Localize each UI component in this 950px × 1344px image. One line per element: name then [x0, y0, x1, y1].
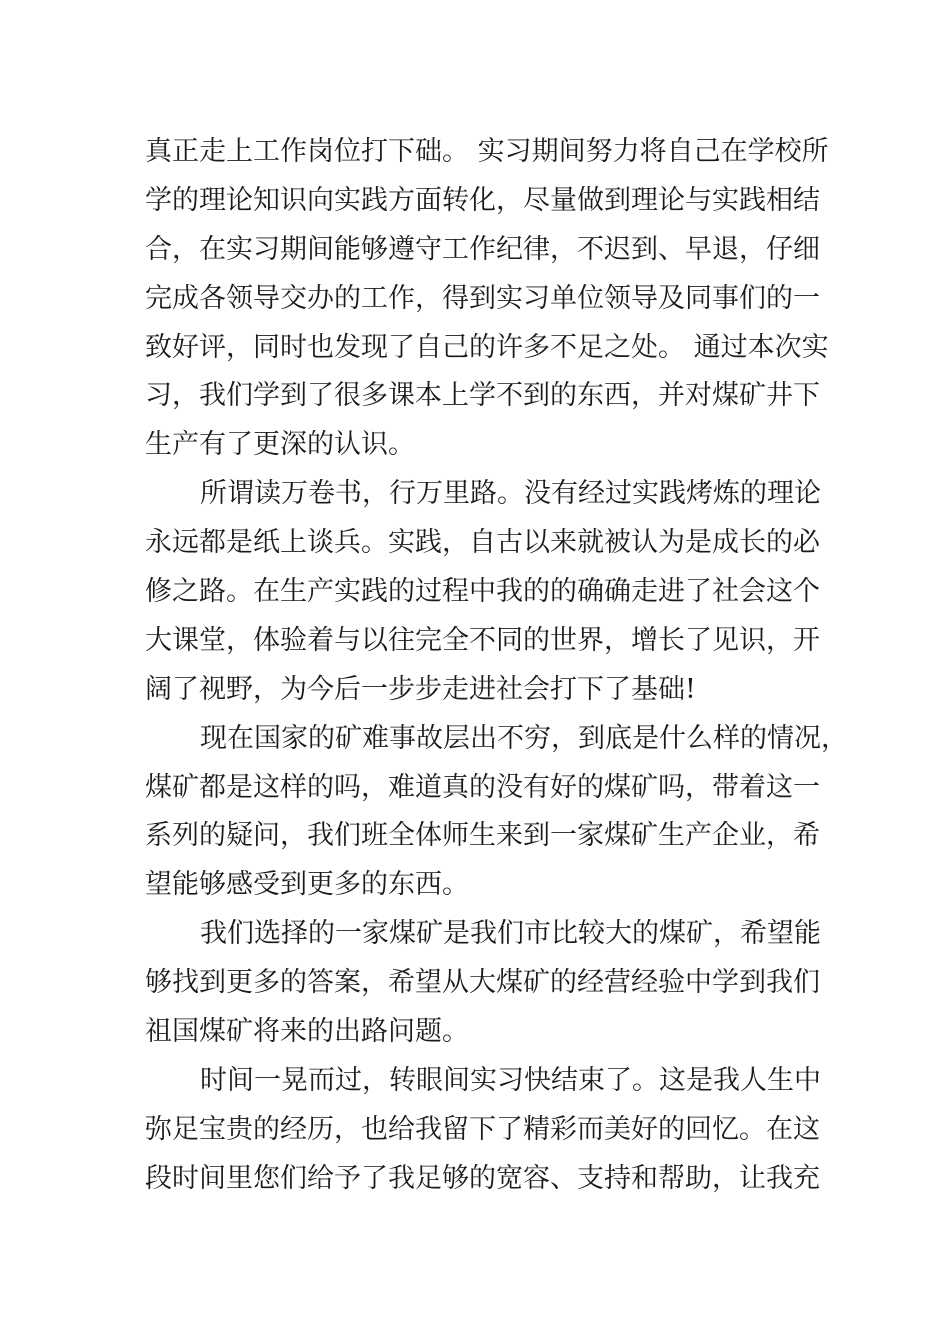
- paragraph: [145, 470, 835, 714]
- text-line: 所谓读万卷书，行万里路。没有经过实践烤炼的理论: [200, 478, 821, 510]
- paragraph: [145, 910, 835, 1057]
- text-line: 时间一晃而过，转眼间实习快结束了。这是我人生中: [200, 1064, 821, 1096]
- text-line: 祖国煤矿将来的出路问题。: [145, 1016, 469, 1048]
- text-line: 煤矿都是这样的吗，难道真的没有好的煤矿吗，带着这一: [145, 771, 820, 803]
- text-line: 习，我们学到了很多课本上学不到的东西，并对煤矿井下: [145, 380, 820, 412]
- text-line: 合，在实习期间能够遵守工作纪律，不迟到、早退，仔细: [145, 233, 820, 265]
- text-line: 大课堂，体验着与以往完全不同的世界，增长了见识，开: [145, 624, 820, 656]
- text-line: 我们选择的一家煤矿是我们市比较大的煤矿，希望能: [200, 918, 821, 950]
- text-line: 弥足宝贵的经历，也给我留下了精彩而美好的回忆。在这: [145, 1113, 820, 1145]
- text-line: 阔了视野，为今后一步步走进社会打下了基础!: [145, 673, 696, 705]
- paragraph: [145, 715, 848, 911]
- text-line: 真正走上工作岗位打下础。 实习期间努力将自己在学校所: [145, 136, 829, 167]
- text-line: 系列的疑问，我们班全体师生来到一家煤矿生产企业，希: [145, 820, 820, 852]
- paragraph: [145, 1057, 835, 1204]
- text-line: 致好评，同时也发现了自己的许多不足之处。 通过本次实: [145, 331, 829, 363]
- paragraph: [145, 128, 835, 470]
- text-line: 段时间里您们给予了我足够的宽容、支持和帮助，让我充: [145, 1162, 820, 1194]
- text-line: 修之路。在生产实践的过程中我的的确确走进了社会这个: [145, 576, 820, 608]
- text-line: 永远都是纸上谈兵。实践，自古以来就被认为是成长的必: [145, 527, 820, 559]
- text-line: 现在国家的矿难事故层出不穷，到底是什么样的情况，: [200, 722, 848, 754]
- text-line: 学的理论知识向实践方面转化，尽量做到理论与实践相结: [145, 184, 820, 216]
- text-line: 完成各领导交办的工作，得到实习单位领导及同事们的一: [145, 282, 820, 314]
- text-line: 够找到更多的答案，希望从大煤矿的经营经验中学到我们: [145, 967, 820, 999]
- body-text: [145, 128, 848, 1204]
- text-line: 生产有了更深的认识。: [145, 429, 415, 461]
- text-line: 望能够感受到更多的东西。: [145, 869, 469, 901]
